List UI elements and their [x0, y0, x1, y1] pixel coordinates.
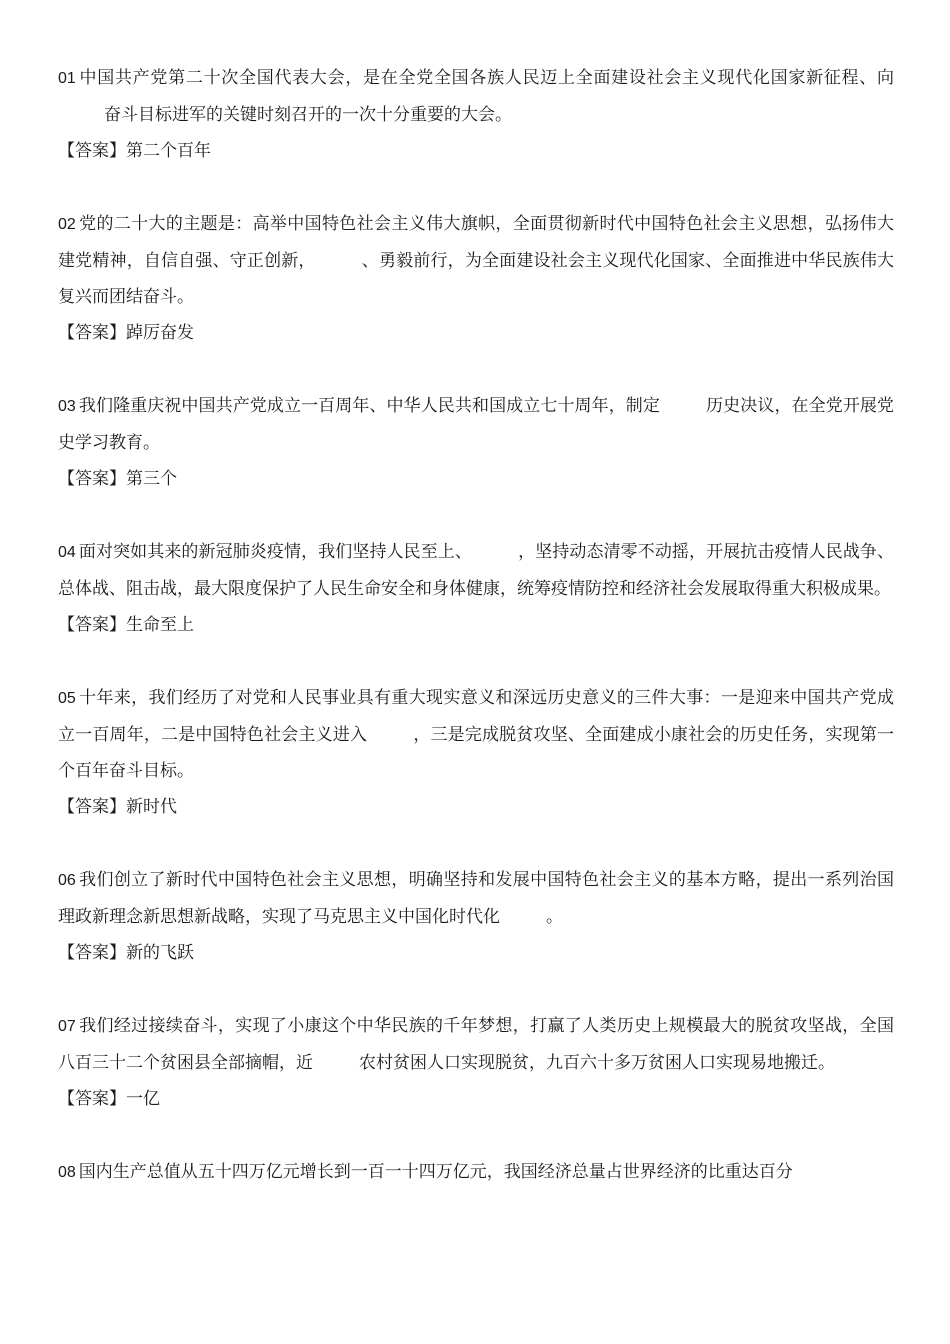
- question-06: [58, 862, 894, 971]
- answer-line: 【答案】踔厉奋发: [58, 323, 194, 343]
- question-03: [58, 388, 894, 497]
- question-text-before: 面对突如其来的新冠肺炎疫情，我们坚持人民至上、: [78, 542, 472, 562]
- question-text-after: ，坚持动态清零不动摇，开展抗击疫情人民战争、总体战、阻击战，最大限度保护了人民生命安全和身体健康，统筹疫情防控和经济社会发展取得重大积极成果。: [58, 542, 895, 599]
- question-number: 05: [58, 690, 76, 707]
- question-text: [58, 680, 894, 789]
- question-number: 04: [58, 544, 76, 561]
- question-text-after: 农村贫困人口实现脱贫，九百六十多万贫困人口实现易地搬迁。: [359, 1053, 835, 1073]
- question-text: [58, 1154, 894, 1191]
- question-text: [58, 1008, 894, 1081]
- question-text-before: 国内生产总值从五十四万亿元增长到一百一十四万亿元，我国经济总量占世界经济的比重达百分: [78, 1162, 793, 1182]
- question-text: [58, 862, 894, 935]
- question-text-before: 我们隆重庆祝中国共产党成立一百周年、中华人民共和国成立七十周年，制定: [78, 396, 660, 416]
- question-02: [58, 206, 894, 351]
- question-text-after: ，三是完成脱贫攻坚、全面建成小康社会的历史任务，实现第一个百年奋斗目标。: [58, 725, 895, 781]
- question-number: 08: [58, 1164, 76, 1181]
- answer-line: 【答案】新时代: [58, 797, 177, 817]
- answer-line: 【答案】生命至上: [58, 615, 194, 635]
- question-number: 01: [58, 70, 76, 87]
- question-text-after: 、勇毅前行，为全面建设社会主义现代化国家、全面推进中华民族伟大复兴而团结奋斗。: [58, 251, 894, 307]
- question-text-before: 我们经过接续奋斗，实现了小康这个中华民族的千年梦想，打赢了人类历史上规模最大的脱贫攻坚战，全国八百三十二个贫困县全部摘帽，近: [58, 1016, 894, 1073]
- question-text-before: 中国共产党第二十次全国代表大会，是在全党全国各族人民迈上全面建设社会主义现代化国家新征程、向: [78, 68, 894, 88]
- question-number: 07: [58, 1018, 76, 1035]
- question-text-before: 十年来，我们经历了对党和人民事业具有重大现实意义和深远历史意义的三件大事：一是迎来中国共产党成立一百周年，二是中国特色社会主义进入: [58, 688, 894, 745]
- question-text-before: 我们创立了新时代中国特色社会主义思想，明确坚持和发展中国特色社会主义的基本方略，提出一系列治国理政新理念新思想新战略，实现了马克思主义中国化时代化: [58, 870, 894, 927]
- question-text-before: 党的二十大的主题是：高举中国特色社会主义伟大旗帜，全面贯彻新时代中国特色社会主义思想，弘扬伟大建党精神，自信自强、守正创新，: [58, 214, 894, 271]
- question-text-after: 。: [546, 907, 563, 927]
- question-number: 06: [58, 872, 76, 889]
- question-text-after: 奋斗目标进军的关键时刻召开的一次十分重要的大会。: [104, 105, 512, 125]
- answer-line: 【答案】新的飞跃: [58, 943, 194, 963]
- answer-line: 【答案】第三个: [58, 469, 177, 489]
- question-text: [58, 60, 894, 133]
- question-number: 03: [58, 398, 76, 415]
- question-text: [58, 388, 894, 461]
- question-05: [58, 680, 894, 825]
- question-08: [58, 1154, 894, 1191]
- answer-line: 【答案】第二个百年: [58, 141, 211, 161]
- question-04: [58, 534, 894, 643]
- question-01: [58, 60, 894, 169]
- question-number: 02: [58, 216, 76, 233]
- question-text-after: 历史决议，在全党开展党史学习教育。: [58, 396, 895, 453]
- document-page: [58, 60, 894, 1228]
- question-text: [58, 534, 894, 607]
- answer-line: 【答案】一亿: [58, 1089, 160, 1109]
- question-text: [58, 206, 894, 315]
- question-07: [58, 1008, 894, 1117]
